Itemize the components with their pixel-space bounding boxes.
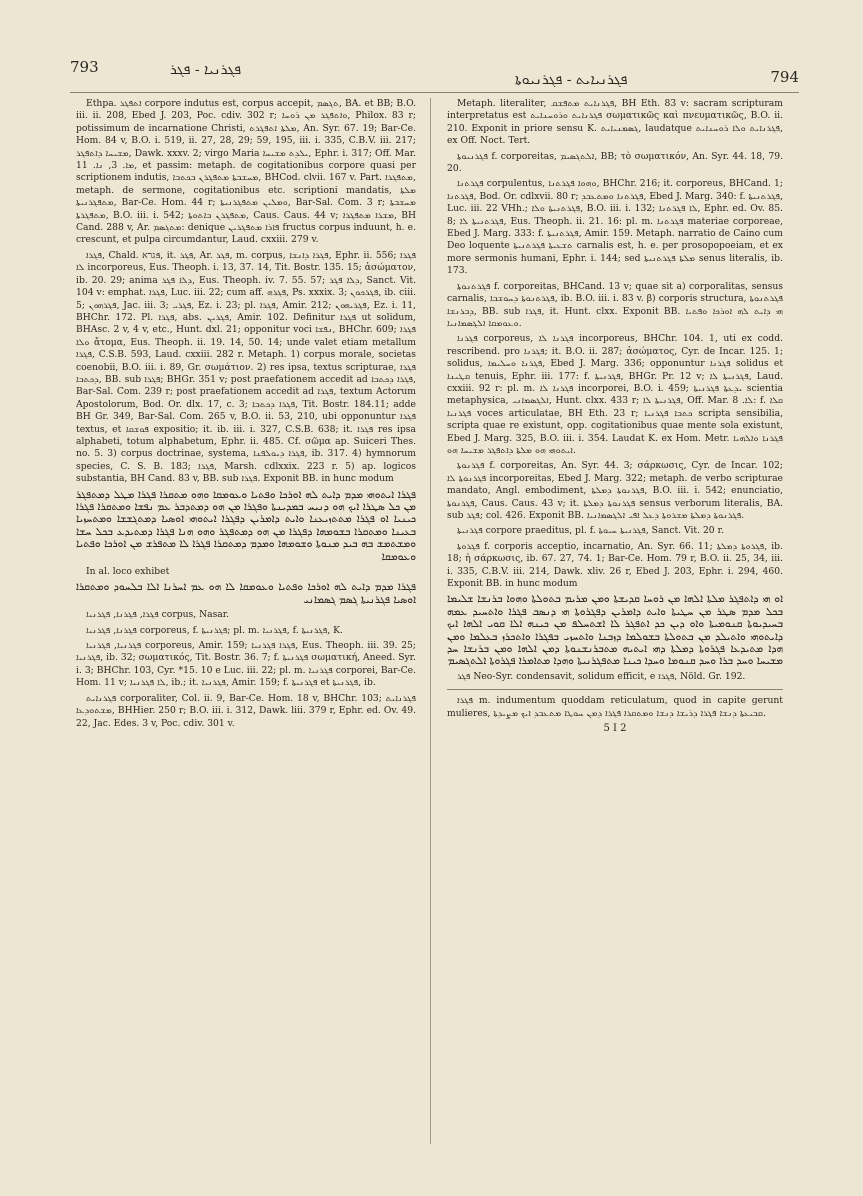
page-number-left: 793: [70, 58, 99, 76]
entry-indumentum: ܦܓܪܐ m. indumentum quoddam reticulatum, quod in capite gerunt mulieres, ܩܒܝܥܬܐ ܕܢܫܐ ܦܓܪܐ ܕܪܝܫܐ ܕܢܫܐ ܘܡܬܩܪܐ ܦܓܪܐ ܕܡܢ ܚܘܛܐ ܡܬܥܒܕ ܐܝܟ ܡܨܝܕܬܐ.: [447, 695, 783, 719]
entry-corporeitas-1: ܦܓܪܢܝܘܬܐ f. corporeitas, ܐܠܬܓܣܝܡ, BB; τὸ σωματικόν, An. Syr. 44. 18, 79. 20.: [447, 150, 783, 175]
entry-corporeitas-2: ܦܓܪܬܢܘܬܐ f. corporeitas, BHCand. 13 v; quae sit a) corporalitas, sensus carnalis, ܦܓܪܬܢܘܬܐ ܕܚܘܫܒܐ, ib. B.O. iii. i. 83 v. β) corporis structura, ܦܓܪܬܢܘܬܐ ܕܒܪܢܫܐ, BB. sub ܦܓܪܐ, it. Hunt. clxx. Exponit BB. ܗܝ ܕܐܝܬ ܠܗ ܐܘܪܟܐ ܘܦܬܝܐ ܘܥܘܡܩܐ ܐܠܓܣܡܐܢܝܐ.: [447, 280, 783, 329]
entry-nasar: ܦܓܪܐ, ܦܓܪܢܐ, ܦܓܪܢܝܐ corpus, Nasar.: [86, 609, 230, 621]
entry-corporaliter: ܦܓܪܢܐܝܬ corporaliter, Col. ii. 9, Bar-Ce. Hom. 18 v, BHChr. 103; ܦܓܪܢܐܝܬ ܡܫܬܘܕܥܐ, BHHier. 250 r; B.O. iii. i. 312, Dawk. liii. 379 r, Ephr. ed. Ov. 49. 22, Jac. Edes. 3 v, Poc. cdiv. 301 v.: [76, 692, 416, 729]
entry-incarnatio: ܦܓܪܘܬܐ f. corporis acceptio, incarnatio, An. Syr. 66. 11; ܦܓܪܘܬܐ ܕܡܠܬܐ, ib. 18; ἡ σάρκωσις, ib. 67. 27, 74. 1; Bar-Ce. Hom. 79 r, B.O. ii. 25, 34, iii. i. 335, C.B.V. iii. 214, Dawk. xliv. 26 r, Ebed J. 203, Ephr. i. 294, 460. Exponit BB. in hunc modum: [447, 540, 783, 590]
entry-corporeitas-3: ܦܓܪܢܘܬܐ f. corporeitas, An. Syr. 44. 3; σάρκωσις, Cyr. de Incar. 102; ܦܓܪܢܘܬܐ ܠܐ incorporeitas, Ebed J. Marg. 322; metaph. de verbo scripturae mandato, Angl. embodiment, ܦܓܪܢܘܬܐ ܕܡܠܬܐ, B.O. iii. i. 542; enunciatio, ܦܓܪܢܘܬܐ, Caus. Caus. 43 v; it. ܦܓܪܢܘܬܐ ܕܡܠܬܐ sensus verborum literalis, BA. sub ܦܓܪ; col. 426. Exponit BB. ܦܓܪܢܘܬܐ ܕܡܠܬܐ ܡܫܪܘܬܐ ܕܥܠ ܐܦܝ ܐܠܓܣܡܐܢܝܐ.: [447, 460, 783, 521]
entry-note: In al. loco exhibet: [86, 566, 170, 578]
entry-corporeus-incorporeus: ܦܓܪܢܐ corporeus, ܦܓܪܢܐ ܠܐ incorporeus, BHChr. 104. 1, uti ex codd. rescribend. pro ܦܓܪܢܐ; it. B.O. ii. 287; ἀσώματος, Cyr. de Incar. 125. 1; solidus, ܦܓܪܢܐ ܘܚܠܝܡܐ, Ebed J. Marg. 336; opponuntur ܦܓܪܢܐ solidus et ܩܛܝܢܐ tenuis, Ephr. iii. 177: f. ܦܓܪܢܝܬܐ, BHGr. Pr. 12 v; ܦܓܪܢܝܬܐ ܠܐ, Laud. cxxiii. 92 r: pl. m. ܦܓܪܢܐ ܠܐ incorporei, B.O. i. 459; ܝܕܥܬܐ ܦܓܪܢܝܬܐ scientia metaphysica, ܐܠܓܣܡܐܢܝ, Hunt. clxx. 433 r; ܦܓܪܢܝܬܐ ܠܐ, Off. Mar. ܠܐ. 8: f. ܩܠܐ ܦܓܪܢܝܐ voces articulatae, BH Eth. 23 r; ܟܬܒܐ ܦܓܪܢܝܐ scripta sensibilia, scripta quae re existunt, opp. cogitationibus quae mente sola existunt, Ebed J. Marg. 325, B.O. iii. i. 354. Laudat K. ex Hom. Metr. ܦܓܪܢܐ ܘܐܠܗܝܐ ܐܝܬܘܗܝ ܗܘ ܡܠܬܐ ܕܐܬܦܓܪ ܡܫܝܚܐ ܗܘ.: [447, 333, 783, 456]
entry-separator-rule: [447, 689, 783, 690]
header-rule: [70, 92, 799, 93]
right-column: [447, 98, 783, 1144]
signature-mark: 5 I 2: [603, 723, 627, 735]
left-column: [76, 98, 416, 1144]
page-header: [70, 58, 799, 88]
entry-corpulentus: ܦܓܪܬܢܐ corpulentus, ܘܗܘܐ ܦܓܪܬܢܐ, BHChr. 216; it. corporeus, BHCand. 1; ܦܓܪܬܢܐ, Bod. Or. cdlxvii. 80 r; ܦܓܪܬܢܐ ܘܡܬܥܒܕ, Ebed J. Marg. 340: f. ܦܓܪܬܢܝܬܐ, Luc. iii. 22 VHh.; ܦܓܪܬܢܝܬܐ ܘܠܐ, B.O. iii. i. 132; ܠܐ ܦܓܪܬܢܐ, Ephr. ed. Ov. 85. 8; ܦܓܪܬܢܝܬܐ ܠܐ, Eus. Theoph. ii. 21. 16: pl. m. ܦܓܪܬܢܐ materiae corporeae, Ebed J. Marg. 333: f. ܦܓܪܬܢܝܬܐ, Amir. 159. Metaph. narratio de Caino cum Deo loquente ܬܫܥܝܬܐ ܦܓܪܬܢܝܬܐ carnalis est, h. e. per prosopopoeiam, et ex more sermonis humani, Ephr. i. 144; sed ܡܠܬܐ ܦܓܪܬܢܝܬܐ senus literalis, ib. 173.: [447, 178, 783, 277]
entry-corpore-praeditus: ܦܓܪܢܝܬܐ corpore praeditus, pl. f. ܦܓܪܢܝܬܐ ܚܝܘܬܐ, Sanct. Vit. 20 r.: [457, 525, 724, 537]
syriac-quote-bb-3: ܐܘ ܗܝ ܕܐܬܦܓܪ ܡܠܬܐ ܐܠܗܐ ܡܢ ܪܘܚܐ ܩܕܝܫܬܐ ܘܡܢ ܡܪܝܡ ܒܬܘܠܬܐ ܘܗܘܐ ܒܪܢܫܐ ܫܠܝܡܐ ܒܟܠ ܡܕܡ ܣܛܪ ܡܢ ܚܛܝܬܐ ܘܐܝܬ ܕܐܡܪܝܢ ܕܦܓܪܘܬܐ ܗܝ ܕܢܣܒ ܦܓܪܐ ܘܐܬܚܝܕ ܥܡܗ ܒܚܝܕܝܘܬܐ ܩܢܘܡܝܬܐ ܘܐܘ ܕܝܢ ܟܕ ܐܬܦܓܪ ܠܐ ܐܫܬܚܠܦ ܡܢ ܟܝܢܗ ܐܠܐ ܩܘܝ ܐܠܗܐ ܐܝܟ ܕܐܝܬܘܗܝ ܘܐܬܝܠܕ ܡܢ ܒܬܘܠܬܐ ܒܫܘܠܡܐ ܕܙܒܢܐ ܘܐܬܚܙܝ ܒܦܓܪܐ ܘܐܬܟܪܙ ܒܥܠܡܐ ܘܡܢ ܗܕܐ ܡܬܝܕܥܐ ܦܓܪܘܬܐ ܕܡܠܬܐ ܕܗܝ ܐܝܬܝܗ ܡܬܒܪܢܫܢܘܬܐ ܕܡܢ ܐܠܗܐ ܘܡܢ ܒܪܢܫܐ ܚܕ ܡܫܝܚܐ ܘܚܕ ܒܪܐ ܘܚܕ ܩܢܘܡܐ ܘܚܕܐ ܟܝܢܐ ܡܬܦܓܪܢܝܬܐ ܘܗܕܐ ܡܬܐܡܪܐ ܦܓܪܘܬܐ ܐܠܬܓܣܝܡ: [447, 593, 783, 668]
entry-ethpa: Ethpa. ܐܬܦܓܪ corpore indutus est, corpus accepit, ܬܓܣܡ, BA. et BB; B.O. iii. ii. 208, Ebed J. 203, Poc. cdiv. 302 r; ܘܐܬܦܓܪ ܡܢ ܪܘܚܐ, Philox. 83 r; potissimum de incarnatione Christi, ܡܠܬܐ ܐܬܦܓܪܬ, An. Syr. 67. 19; Bar-Ce. Hom. 84 v, B.O. i. 519, ii. 27, 28, 29; 59, 195, iii. i. 335, C.B.V. iii. 217; ܡܫܝܚܐ ܕܐܬܦܓܪ, Dawk. xxxv. 2; virgo Maria ܝܠܕܬ ܡܫܝܚܐ, Ephr. i. 317; Off. Mar. ܡܐ. 3, ܢܐ. 11, et passim: metaph. de cogitationibus corpore quasi per scriptionem indutis, ܡܚܫܒܬܐ ܡܬܦܓܪܢ ܒܟܬܒܐ, BHCod. clvii. 167 v. Part. ܡܬܦܓܪܐ, metaph. de sermone, cogitationibus etc. scriptioni mandatis, ܡܠܬܐ ܡܬܦܓܪܢܝܬܐ, Bar-Ce. Hom. 44 r; ܘܡܠܝܢ ܡܬܦܓܪܢܝܬܐ, Bar-Sal. Com. 3 r; ܡܚܫܒܬܐ ܡܬܦܓܪܬܐ, B.O. iii. i. 542; ܡܬܦܓܪܢ ܒܐܬܘܬܐ, Caus. Caus. 44 v; ܡܫܪܐ ܡܬܦܓܪܐ, BH Cand. 288 v, Ar. ܡܬܓܣܡ: denique ܦܐܪܐ ܡܬܦܓܪܝܢ fructus corpus induunt, h. e. crescunt, et pulpa circumdantur, Laud. cxxiii. 279 v.: [76, 98, 416, 246]
entry-corporeus-k: ܦܓܪܢܐ, ܦܓܪܢܝܐ corporeus, f. ܦܓܪܢܝܬܐ; pl. m. ܦܓܪܢܝܐ, f. ܦܓܪܢܝܬܐ, K.: [86, 624, 343, 636]
running-head-right: ܦܓܪܢܝܐܝܬ - ܦܓܪܢܝܘܬܐ: [515, 72, 628, 88]
entry-pagra: ܦܓܪܐ, Chald. ܦגרא, it. ܦܓܪ, Ar. ܦܓܪ, m. corpus, ܦܓܪܐ ܕܐܢܫܐ, Ephr. ii. 556; ܦܓܪܐ ܠܐ incorporeus, Eus. Theoph. i. 13, 37. 14, Tit. Bostr. 135. 15; ἀσώματον, ib. 20. 29; anima ܕܠܐ ܦܓܪ, Eus. Theoph. iv. 7. 55. 57; ܕܠܐ ܦܓܪ, Sanct. Vit. 104 v: emphat. ܦܓܪܐ, Luc. iii. 22; cum aff. ܦܓܪܗ, Ps. xxxix. 3; ܦܓܪܟܘܢ, ib. ciii. 5; ܦܓܪܗܘܢ, Jac. iii. 3; ܦܓܪܝ, Ez. i. 23; pl. ܦܓܪܐ, Amir. 212; ܦܓܪܝܗܘܢ, Ez. i. 11, BHChr. 172. Pl. ܦܓܪܐ, abs. ܦܓܪܝܢ, Amir. 102. Definitur ܦܓܪܐ ut solidum, BHAsc. 2 v, 4 v, etc., Hunt. dxl. 21; opponitur voci ܢܦܫܐ, BHChr. 609; ܦܓܪܐ ܘܠܐ ἄτομα, Eus. Theoph. ii. 19. 14, 50. 14; unde valet etiam metallum ܦܓܪܐ, C.S.B. 593, Laud. cxxiii. 282 r. Metaph. 1) corpus morale, societas coenobii, B.O. iii. i. 89, Gr. σωμάτιον. 2) res ipsa, textus scripturae, ܦܓܪܐ ܕܟܬܒܐ, BB. sub ܦܓܪܐ; BHGr. 351 v; post praefationem accedit ad ܦܓܪܐ ܕܟܬܒܐ, Bar-Sal. Com. 239 r; post praefationem accedit ad ܦܓܪܐ, textum Actorum Apostolorum, Bod. Or. dlx. 17, c. 3; ܦܓܪܐ ܕܟܬܒܐ, Tit. Bostr. 184.11; adde BH Gr. 349, Bar-Sal. Com. 265 v, B.O. ii. 53, 210, ubi opponuntur ܦܓܪܐ textus, et ܦܘܫܩܐ expositio; it. ib. iii. i. 327, C.S.B. 638; it. ܦܓܪܐ res ipsa alphabeti, totum alphabetum, Ephr. ii. 485. Cf. σῶμα ap. Suiceri Thes. no. 5. 3) corpus doctrinae, systema, ܦܓܪܐ ܕܝܘܠܦܢܐ, ib. 317. 4) hymnorum species, C. S. B. 183; ܦܓܪܐ, Marsh. cdlxxix. 223 r. 5) ap. logicos substantia, BH Cand. 83 v, BB. sub ܦܓܪܐ. Exponit BB. in hunc modum: [76, 249, 416, 485]
page-number-right: 794: [770, 68, 799, 86]
syriac-quote-bb-1: ܦܓܪܐ ܐܝܬܘܗܝ ܡܕܡ ܕܐܝܬ ܠܗ ܐܘܪܟܐ ܘܦܬܝܐ ܘܥܘܡܩܐ ܘܗܘ ܡܬܩܪܐ ܦܓܪܐ ܡܛܠ ܕܡܬܦܓܪ ܡܢ ܟܠ ܣܛܪܐ ܐܝܟ ܗܘ ܕܢܝܚ ܒܡܕܝܢܬܐ ܘܦܓܪܐ ܡܢ ܗܘ ܕܡܬܕܒܪ ܥܡ ܢܦܫܐ ܘܡܬܩܪܐ ܦܓܪܐ ܟܝܢܝܐ ܐܘ ܦܓܪܐ ܡܬܬܙܝܥܢܐ ܘܐܝܬ ܕܐܡܪܝܢ ܕܦܓܪܐ ܐܝܬܘܗܝ ܐܘܣܝܐ ܕܡܬܓܫܫܐ ܘܡܬܚܙܝܐ ܒܥܝܢܐ ܘܡܬܩܪܐ ܒܫܘܡܗܐ ܕܦܓܪܐ ܡܢ ܗܘ ܕܡܬܦܓܪ ܘܗܘ ܗܢܐ ܦܓܪܐ ܕܡܬܝܕܥ ܒܟܠ ܚܫܐ ܘܡܫܬܡܫ ܒܗ ܒܝܕ ܡܢܘܬܐ ܘܫܘܡܗܐ ܘܡܕܡ ܕܡܬܩܪܐ ܦܓܪܐ ܠܐ ܡܬܦܪܫ ܡܢ ܐܘܪܟܐ ܘܦܬܝܐ ܘܥܘܡܩܐ: [76, 488, 416, 563]
entry-neo-syr: ܦܓܪ Neo-Syr. condensavit, solidum efficit, e ܦܓܪܐ, Nöld. Gr. 192.: [457, 670, 746, 682]
syriac-quote-bb-2: ܦܓܪܐ ܡܕܡ ܕܐܝܬ ܠܗ ܐܘܪܟܐ ܘܦܬܝܐ ܘܥܘܡܩܐ ܠܐ ܗܘ ܥܡ ܐܚܪܢܐ ܐܠܐ ܒܠܚܘܕ ܘܡܬܩܪܐ ܐܘܣܝܐ ܦܓܪܢܝܬܐ ܓܣܡ ܓܣܡܐܢܝ: [76, 581, 416, 606]
entry-corporeus: ܦܓܪܢܝܐ, ܦܓܪܢܝܐ corporeus, Amir. 159; ܦܓܪܐ ܦܓܪܢܝܐ, Eus. Theoph. iii. 39. 25; ܦܓܪܢܝܐ, ib. 32; σωματικός, Tit. Bostr. 36. 7; f. ܦܓܪܢܝܬܐ σωματική, Aneed. Syr. i. 3; BHChr. 103, Cyr. *15. 10 e Luc. iii. 22; pl. m. ܦܓܪܢܝܐ corporei, Bar-Ce. Hom. 11 v; ܠܐ ܦܓܪܢܝܐ, ib.; it. ܦܓܪܢܝܐ, Amir. 159; f. ܦܓܪܢܝܬܐ et ܦܓܪܢܝܬܐ, ib.: [76, 640, 416, 689]
entry-metaph-literaliter: Metaph. literaliter, ܦܓܪܢܐܝܬ ܡܬܦܫܩ, BH Eth. 83 v: sacram scripturam interpretatus est ܦܓܪܢܐܝܬ ܘܪܘܚܢܐܝܬ σωματικῶς καὶ πνευματικῶς, B.O. ii. 210. Exponit in priore sensu K. ܓܣܡܢܝܐܝܬ, laudatque ܦܓܪܢܐܝܬ ܘܠܐ ܪܘܚܢܐܝܬ, ex Off. Noct. Tert.: [447, 98, 783, 147]
running-head-left: ܦܓܪܢܝܐ - ܦܓܪ: [170, 62, 242, 78]
column-divider: [430, 98, 431, 1144]
